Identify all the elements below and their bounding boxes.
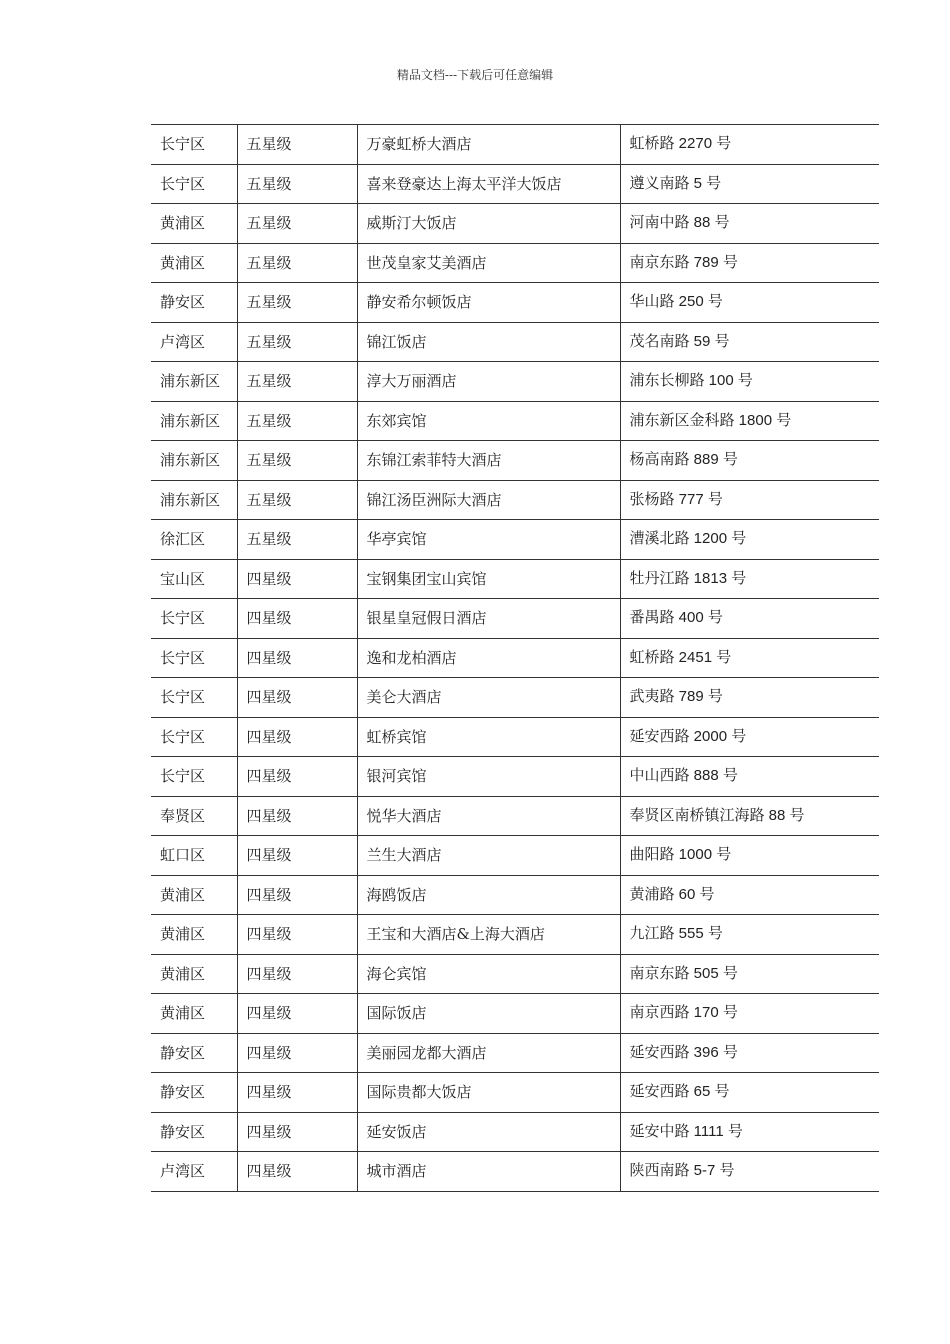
- rating-cell: 四星级: [237, 717, 357, 757]
- district-cell: 黄浦区: [151, 875, 237, 915]
- hotel-name-cell: 锦江汤臣洲际大酒店: [357, 480, 620, 520]
- table-row: [151, 401, 879, 441]
- address-cell: 陕西南路 5-7 号: [620, 1152, 879, 1192]
- table-row: [151, 1112, 879, 1152]
- hotel-name-cell: 宝钢集团宝山宾馆: [357, 559, 620, 599]
- rating-cell: 五星级: [237, 441, 357, 481]
- hotel-name-cell: 美丽园龙都大酒店: [357, 1033, 620, 1073]
- address-cell: 延安西路 2000 号: [620, 717, 879, 757]
- rating-cell: 五星级: [237, 125, 357, 165]
- district-cell: 长宁区: [151, 164, 237, 204]
- rating-cell: 五星级: [237, 520, 357, 560]
- hotel-name-cell: 威斯汀大饭店: [357, 204, 620, 244]
- district-cell: 奉贤区: [151, 796, 237, 836]
- hotel-name-cell: 喜来登豪达上海太平洋大饭店: [357, 164, 620, 204]
- rating-cell: 五星级: [237, 322, 357, 362]
- table-row: [151, 1152, 879, 1192]
- district-cell: 黄浦区: [151, 954, 237, 994]
- address-cell: 延安西路 396 号: [620, 1033, 879, 1073]
- table-row: [151, 678, 879, 718]
- address-cell: 九江路 555 号: [620, 915, 879, 955]
- district-cell: 长宁区: [151, 678, 237, 718]
- district-cell: 黄浦区: [151, 204, 237, 244]
- hotel-name-cell: 悦华大酒店: [357, 796, 620, 836]
- address-cell: 番禺路 400 号: [620, 599, 879, 639]
- hotel-name-cell: 海鸥饭店: [357, 875, 620, 915]
- address-cell: 曲阳路 1000 号: [620, 836, 879, 876]
- hotel-name-cell: 延安饭店: [357, 1112, 620, 1152]
- table-row: [151, 796, 879, 836]
- hotel-name-cell: 王宝和大酒店&上海大酒店: [357, 915, 620, 955]
- hotel-name-cell: 银河宾馆: [357, 757, 620, 797]
- hotel-name-cell: 国际饭店: [357, 994, 620, 1034]
- address-cell: 中山西路 888 号: [620, 757, 879, 797]
- address-cell: 遵义南路 5 号: [620, 164, 879, 204]
- table-row: [151, 717, 879, 757]
- rating-cell: 五星级: [237, 164, 357, 204]
- hotel-name-cell: 兰生大酒店: [357, 836, 620, 876]
- district-cell: 浦东新区: [151, 401, 237, 441]
- table-row: [151, 520, 879, 560]
- hotel-table-body: [151, 125, 879, 1192]
- table-row: [151, 599, 879, 639]
- address-cell: 武夷路 789 号: [620, 678, 879, 718]
- address-cell: 浦东长柳路 100 号: [620, 362, 879, 402]
- hotel-table: [151, 124, 879, 1192]
- address-cell: 延安中路 1111 号: [620, 1112, 879, 1152]
- hotel-name-cell: 银星皇冠假日酒店: [357, 599, 620, 639]
- district-cell: 虹口区: [151, 836, 237, 876]
- hotel-name-cell: 国际贵都大饭店: [357, 1073, 620, 1113]
- rating-cell: 四星级: [237, 915, 357, 955]
- hotel-name-cell: 城市酒店: [357, 1152, 620, 1192]
- district-cell: 长宁区: [151, 717, 237, 757]
- rating-cell: 四星级: [237, 796, 357, 836]
- district-cell: 静安区: [151, 1033, 237, 1073]
- table-row: [151, 204, 879, 244]
- address-cell: 牡丹江路 1813 号: [620, 559, 879, 599]
- district-cell: 卢湾区: [151, 322, 237, 362]
- rating-cell: 五星级: [237, 243, 357, 283]
- hotel-name-cell: 世茂皇家艾美酒店: [357, 243, 620, 283]
- rating-cell: 四星级: [237, 1152, 357, 1192]
- table-row: [151, 915, 879, 955]
- rating-cell: 五星级: [237, 283, 357, 323]
- rating-cell: 四星级: [237, 599, 357, 639]
- rating-cell: 四星级: [237, 994, 357, 1034]
- table-row: [151, 757, 879, 797]
- hotel-name-cell: 虹桥宾馆: [357, 717, 620, 757]
- hotel-name-cell: 华亭宾馆: [357, 520, 620, 560]
- rating-cell: 四星级: [237, 1112, 357, 1152]
- address-cell: 南京西路 170 号: [620, 994, 879, 1034]
- address-cell: 虹桥路 2451 号: [620, 638, 879, 678]
- rating-cell: 四星级: [237, 836, 357, 876]
- table-row: [151, 1073, 879, 1113]
- table-row: [151, 441, 879, 481]
- page-header: 精品文档---下载后可任意编辑: [396, 68, 554, 82]
- address-cell: 奉贤区南桥镇江海路 88 号: [620, 796, 879, 836]
- address-cell: 延安西路 65 号: [620, 1073, 879, 1113]
- district-cell: 长宁区: [151, 125, 237, 165]
- address-cell: 河南中路 88 号: [620, 204, 879, 244]
- table-row: [151, 559, 879, 599]
- rating-cell: 四星级: [237, 954, 357, 994]
- hotel-name-cell: 海仑宾馆: [357, 954, 620, 994]
- district-cell: 浦东新区: [151, 362, 237, 402]
- hotel-name-cell: 美仑大酒店: [357, 678, 620, 718]
- district-cell: 卢湾区: [151, 1152, 237, 1192]
- table-row: [151, 875, 879, 915]
- district-cell: 徐汇区: [151, 520, 237, 560]
- district-cell: 长宁区: [151, 757, 237, 797]
- address-cell: 漕溪北路 1200 号: [620, 520, 879, 560]
- rating-cell: 四星级: [237, 1033, 357, 1073]
- table-row: [151, 638, 879, 678]
- table-row: [151, 480, 879, 520]
- table-row: [151, 954, 879, 994]
- rating-cell: 四星级: [237, 559, 357, 599]
- address-cell: 虹桥路 2270 号: [620, 125, 879, 165]
- address-cell: 华山路 250 号: [620, 283, 879, 323]
- district-cell: 浦东新区: [151, 480, 237, 520]
- rating-cell: 四星级: [237, 757, 357, 797]
- table-row: [151, 836, 879, 876]
- district-cell: 静安区: [151, 1112, 237, 1152]
- address-cell: 南京东路 789 号: [620, 243, 879, 283]
- rating-cell: 五星级: [237, 362, 357, 402]
- table-row: [151, 125, 879, 165]
- district-cell: 宝山区: [151, 559, 237, 599]
- address-cell: 南京东路 505 号: [620, 954, 879, 994]
- address-cell: 浦东新区金科路 1800 号: [620, 401, 879, 441]
- district-cell: 长宁区: [151, 638, 237, 678]
- district-cell: 黄浦区: [151, 915, 237, 955]
- district-cell: 浦东新区: [151, 441, 237, 481]
- district-cell: 黄浦区: [151, 994, 237, 1034]
- hotel-name-cell: 万豪虹桥大酒店: [357, 125, 620, 165]
- table-row: [151, 994, 879, 1034]
- district-cell: 黄浦区: [151, 243, 237, 283]
- district-cell: 静安区: [151, 283, 237, 323]
- rating-cell: 五星级: [237, 480, 357, 520]
- rating-cell: 四星级: [237, 1073, 357, 1113]
- address-cell: 杨高南路 889 号: [620, 441, 879, 481]
- rating-cell: 五星级: [237, 204, 357, 244]
- rating-cell: 四星级: [237, 678, 357, 718]
- rating-cell: 四星级: [237, 875, 357, 915]
- district-cell: 静安区: [151, 1073, 237, 1113]
- table-row: [151, 362, 879, 402]
- hotel-name-cell: 淳大万丽酒店: [357, 362, 620, 402]
- hotel-name-cell: 东郊宾馆: [357, 401, 620, 441]
- district-cell: 长宁区: [151, 599, 237, 639]
- rating-cell: 五星级: [237, 401, 357, 441]
- hotel-name-cell: 东锦江索菲特大酒店: [357, 441, 620, 481]
- table-row: [151, 243, 879, 283]
- table-row: [151, 164, 879, 204]
- address-cell: 黄浦路 60 号: [620, 875, 879, 915]
- table-row: [151, 1033, 879, 1073]
- address-cell: 张杨路 777 号: [620, 480, 879, 520]
- hotel-name-cell: 静安希尔顿饭店: [357, 283, 620, 323]
- table-row: [151, 322, 879, 362]
- hotel-name-cell: 逸和龙柏酒店: [357, 638, 620, 678]
- rating-cell: 四星级: [237, 638, 357, 678]
- table-row: [151, 283, 879, 323]
- address-cell: 茂名南路 59 号: [620, 322, 879, 362]
- hotel-name-cell: 锦江饭店: [357, 322, 620, 362]
